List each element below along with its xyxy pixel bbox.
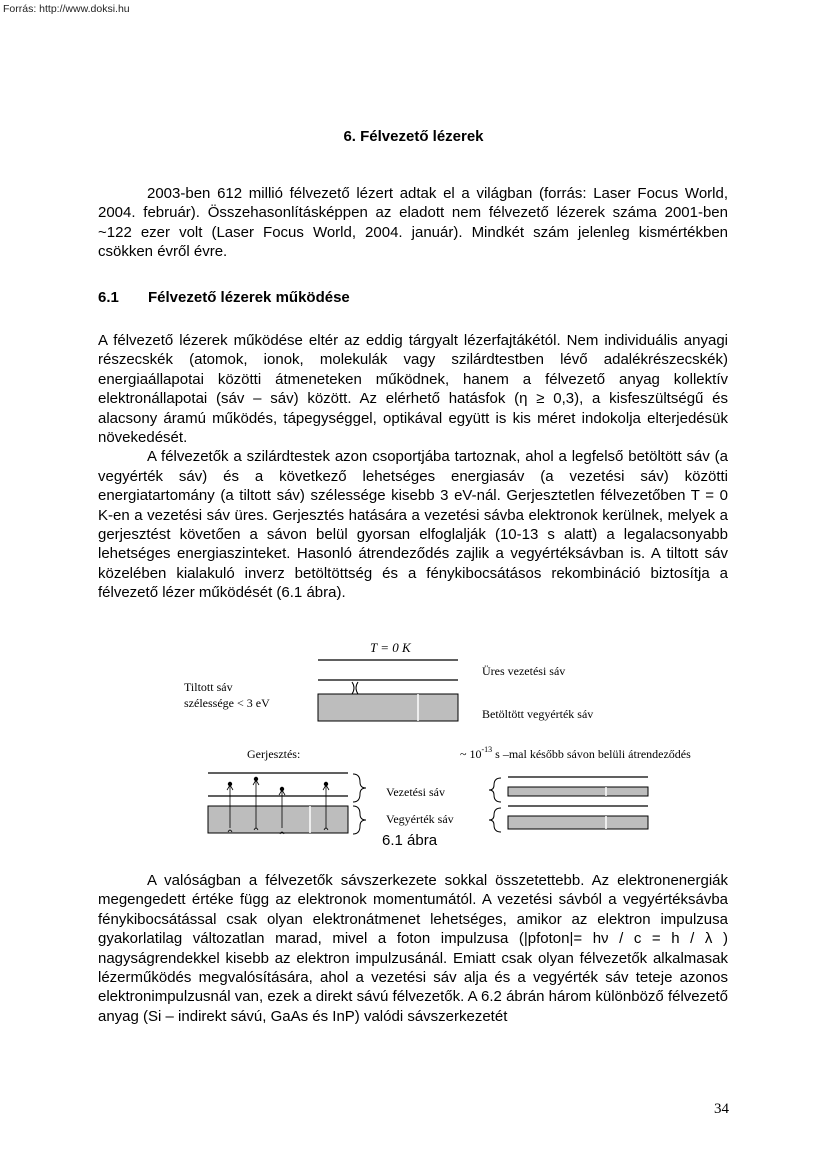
temperature-label: T = 0 K: [370, 640, 411, 655]
excitation-label: Gerjesztés:: [247, 747, 301, 761]
figure-caption: 6.1 ábra: [382, 832, 438, 849]
right-conduction-brace-icon: [489, 778, 501, 802]
body-text-2: [98, 871, 728, 1026]
valence-label: Vegyérték sáv: [386, 812, 454, 826]
paragraph-1: A félvezető lézerek működése eltér az eddig tárgyalt lézerfajtákétól. Nem individuális anyagi részecskék (atomok, ionok, molekulák vagy szilárdtestben lévő adalékrészecskék) energiaállapotai közötti átmeneteken működnek, hanem a félvezető anyag kollektív elektronállapotai (sáv – sáv) között. Az elérhető hatásfok (η ≥ 0,3), a kisfeszültségű és alacsony áramú működés, tápegységgel, optikával együtt is kis méret indokolja elterjedésük növekedését.: [98, 332, 728, 447]
source-url: Forrás: http://www.doksi.hu: [3, 3, 130, 15]
paragraph-2: A félvezetők a szilárdtestek azon csoportjába tartoznak, ahol a legfelső betöltött sáv (a vegyérték sáv) és a következő lehetséges energiasáv (a vezetési sáv) közötti energiatartomány (a tiltott sáv) szélessége kisebb 3 eV-nál. Gerjesztetlen félvezetőben T = 0 K-en a vezetési sáv üres. Gerjesztés hatására a vezetési sávba elektronok kerülnek, melyek a gerjesztést követően a sávon belül gyorsan elfoglalják (10-13 s alatt) a legalacsonyabb lehetséges energiaszinteket. Hasonló átrendeződés zajlik a vegyértéksávban is. A tiltott sáv közelében kialakuló inverz betöltöttség és a fénykibocsátásos rekombináció biztosítja a félvezető lézer működését (6.1 ábra).: [98, 448, 728, 602]
relaxation-suffix: s –mal később sávon belüli átrendeződés: [492, 747, 691, 761]
gap-arrow-icon: [352, 682, 358, 694]
electrons: [228, 777, 328, 791]
relaxation-exponent: -13: [481, 745, 493, 754]
page-number: 34: [714, 1101, 729, 1117]
conduction-brace-icon: [353, 774, 366, 802]
gap-label-line2: szélessége < 3 eV: [184, 696, 270, 710]
filled-valence-band: [318, 694, 458, 721]
gap-label-line1: Tiltott sáv: [184, 680, 233, 694]
paragraph-3: A valóságban a félvezetők sávszerkezete sokkal összetettebb. Az elektronenergiák megengedett értéke függ az elektronok momentumától. A vezetési sávból a vegyértéksávba fénykibocsátással csak olyan elektronátmenet lehetséges, amikor az elektron impulzusa gyakorlatilag változatlan marad, mivel a foton impulzusa (|pfoton|= hν / c = h / λ ) nagyságrendekkel kisebb az elektron impulzusánál. Emiatt csak olyan félvezetők alkalmasak lézerműködés megvalósítására, ahol a vezetési sáv alja és a vegyérték sáv teteje azonos elektronimpulzusnál van, ezek a direkt sávú félvezetők. A 6.2 ábrán három különböző félvezető anyag (Si – indirekt sávú, GaAs és InP) valódi sávszerkezetét: [98, 872, 728, 1025]
chapter-title: 6. Félvezető lézerek: [343, 128, 484, 145]
section-number: 6.1: [98, 289, 119, 306]
body-text-1: [98, 331, 728, 603]
right-valence-brace-icon: [489, 808, 501, 832]
filled-band-label: Betöltött vegyérték sáv: [482, 707, 594, 721]
relaxation-prefix: ~ 10: [460, 747, 482, 761]
relaxed-conduction-filled: [508, 787, 648, 796]
intro-paragraph: [98, 184, 728, 262]
empty-band-label: Üres vezetési sáv: [482, 664, 566, 678]
relaxation-label: [460, 745, 691, 761]
section-title: Félvezető lézerek működése: [148, 289, 350, 306]
relaxed-valence-band: [508, 816, 648, 829]
intro-text: 2003-ben 612 millió félvezető lézert adtak el a világban (forrás: Laser Focus World, 2004. február). Összehasonlításképpen az eladott nem félvezető lézerek száma 2001-ben ~122 ezer volt (Laser Focus World, 2004. január). Mindkét szám jelenleg kismértékben csökken évről évre.: [98, 185, 728, 261]
conduction-label: Vezetési sáv: [386, 785, 445, 799]
valence-brace-icon: [353, 806, 366, 834]
section-heading: [98, 289, 350, 306]
band-diagram: [170, 636, 740, 852]
